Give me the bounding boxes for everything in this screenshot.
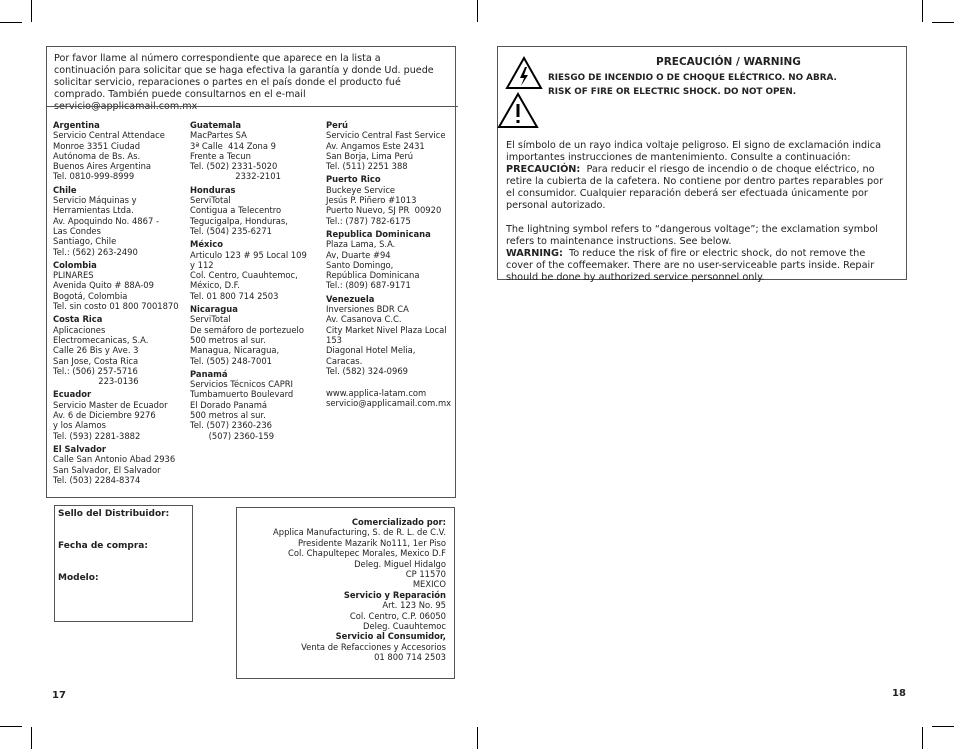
address-line: Caracas.	[326, 355, 363, 366]
address-line: Buenos Aires Argentina	[53, 161, 152, 172]
warning-title: PRECAUCIÓN / WARNING	[656, 56, 801, 68]
address-line: Tumbamuerto Boulevard	[190, 389, 294, 400]
address-line: Tel. (504) 235-6271	[190, 225, 272, 236]
crop-mark	[922, 0, 923, 22]
country-block	[190, 304, 320, 366]
address-line: 223-0136	[53, 376, 139, 387]
address-line: Tel. (593) 2281-3882	[53, 430, 141, 441]
email-link[interactable]: servicio@applicamail.com.mx	[326, 398, 452, 409]
address-line: y los Alamos	[53, 420, 106, 431]
country-block	[53, 185, 188, 257]
marketer-line: MEXICO	[412, 579, 446, 590]
country-column-3	[326, 120, 456, 409]
marketer-line: Applica Manufacturing, S. de R. L. de C.V.	[273, 527, 446, 538]
address-line: México, D.F.	[190, 280, 240, 291]
country-column-1	[53, 120, 188, 488]
address-line: 153	[326, 334, 342, 345]
country-name: Perú	[326, 120, 348, 130]
address-line: y 112	[190, 259, 214, 270]
country-name: México	[190, 239, 224, 250]
crop-mark	[932, 726, 954, 727]
country-block	[53, 120, 188, 182]
country-block	[53, 444, 188, 485]
address-line: Av. Angamos Este 2431	[326, 140, 425, 151]
address-line: Tel. sin costo 01 800 7001870	[53, 301, 179, 312]
address-line: Herramientas Ltda.	[53, 205, 134, 216]
address-line: Inversiones BDR CA	[326, 304, 409, 315]
address-line: Tel.: (809) 687-9171	[326, 280, 411, 291]
address-line: City Market Nivel Plaza Local	[326, 324, 447, 335]
warning-line-en: RISK OF FIRE OR ELECTRIC SHOCK. DO NOT OPEN.	[548, 87, 797, 97]
country-name: Republica Dominicana	[326, 228, 431, 239]
country-block	[326, 294, 456, 376]
crop-mark	[31, 727, 32, 749]
country-block	[326, 120, 456, 171]
contact-web	[326, 388, 456, 409]
country-name: Panamá	[190, 368, 228, 379]
address-line: Monroe 3351 Ciudad	[53, 140, 141, 151]
website-link[interactable]: www.applica-latam.com	[326, 388, 427, 399]
address-line: Servicio Central Fast Service	[326, 130, 446, 141]
country-name: Ecuador	[53, 389, 92, 400]
crop-mark	[477, 727, 478, 749]
purchase-date-label: Fecha de compra:	[58, 541, 148, 551]
marketer-line: CP 11570	[405, 569, 446, 580]
address-line: Tel. 01 800 714 2503	[190, 290, 279, 301]
country-name: Chile	[53, 184, 77, 195]
address-line: Avenida Quito # 88A-09	[53, 280, 154, 291]
address-line: Av. 6 de Diciembre 9276	[53, 410, 156, 421]
marketer-line: Venta de Refacciones y Accesorios	[301, 641, 446, 652]
marketer-info	[273, 517, 446, 663]
warning-line-es: RIESGO DE INCENDIO O DE CHOQUE ELÉCTRICO. NO ABRA.	[548, 73, 837, 83]
address-line: MacPartes SA	[190, 130, 247, 141]
address-line: 2332-2101	[190, 171, 281, 182]
address-line: Tel. 0810-999-8999	[53, 171, 135, 182]
address-line: Plaza Lama, S.A.	[326, 239, 396, 250]
address-line: Diagonal Hotel Melia,	[326, 345, 416, 356]
lightning-warning-icon	[505, 56, 543, 90]
crop-mark	[477, 0, 478, 22]
precaucion-label: PRECAUCIÓN:	[506, 164, 581, 175]
country-block	[190, 185, 320, 236]
country-name: Guatemala	[190, 120, 242, 130]
address-line: Col. Centro, Cuauhtemoc,	[190, 270, 298, 281]
address-line: 500 metros al sur.	[190, 334, 266, 345]
marketer-line: Art. 123 No. 95	[382, 600, 446, 611]
address-line: Tel.: (787) 782-6175	[326, 215, 411, 226]
address-line: Tel. (507) 2360-236	[190, 420, 272, 431]
address-line: Buckeye Service	[326, 184, 396, 195]
address-line: Tel. (582) 324-0969	[326, 365, 408, 376]
address-line: Tel. (505) 248-7001	[190, 355, 272, 366]
crop-mark	[0, 22, 22, 23]
address-line: República Dominicana	[326, 270, 420, 281]
address-line: Tel. (503) 2284-8374	[53, 474, 141, 485]
country-name: El Salvador	[53, 443, 107, 454]
address-line: Tel.: (562) 263-2490	[53, 246, 138, 257]
page-number-left: 17	[52, 690, 66, 701]
country-block	[190, 239, 320, 301]
spanish-section	[506, 140, 894, 212]
address-line: Calle 26 Bis y Ave. 3	[53, 345, 139, 356]
address-line: 500 metros al sur.	[190, 410, 266, 421]
address-line: Bogotá, Colombia	[53, 290, 128, 301]
address-line: Servicio Central Attendace	[53, 130, 165, 141]
crop-mark	[932, 22, 954, 23]
country-block	[326, 174, 456, 225]
address-line: San Salvador, El Salvador	[53, 464, 161, 475]
country-column-2	[190, 120, 320, 444]
country-name: Nicaragua	[190, 304, 238, 315]
address-line: (507) 2360-159	[190, 430, 275, 441]
address-line: Frente a Tecun	[190, 150, 251, 161]
warning-text: To reduce the risk of fire or electric shock, do not remove the cover of the coffeemaker. There are no user-serviceable parts inside. Repair should be done by authorized service personnel only.	[506, 248, 875, 283]
address-line: Servicio Master de Ecuador	[53, 399, 168, 410]
address-line: Servicios Técnicos CAPRI	[190, 379, 294, 390]
address-line: Aplicaciones	[53, 324, 106, 335]
address-line: Autónoma de Bs. As.	[53, 150, 141, 161]
warning-body	[506, 140, 894, 296]
marketer-line: Col. Chapultepec Morales, Mexico D.F	[288, 548, 446, 559]
address-line: Las Condes	[53, 225, 101, 236]
country-name: Puerto Rico	[326, 174, 381, 185]
marketer-line: 01 800 714 2503	[374, 652, 446, 663]
precaucion-text: Para reducir el riesgo de incendio o de choque eléctrico, no retire la cubierta de la cafetera. No contiene por dentro partes reparables por el consumidor. Cualquier reparación deberá ser efectuada únicamente por personal autorizado.	[506, 164, 884, 211]
country-name: Honduras	[190, 184, 236, 195]
address-line: PLINARES	[53, 270, 94, 281]
address-line: Jesús P. Piñero #1013	[326, 195, 417, 206]
warning-label: WARNING:	[506, 248, 563, 259]
address-line: Santiago, Chile	[53, 236, 117, 247]
address-line: Av, Duarte #94	[326, 249, 391, 260]
country-name: Colombia	[53, 259, 97, 270]
exclamation-warning-icon	[497, 92, 539, 129]
address-line: Articulo 123 # 95 Local 109	[190, 249, 307, 260]
address-line: San Jose, Costa Rica	[53, 355, 139, 366]
address-line: Contigua a Telecentro	[190, 205, 282, 216]
crop-mark	[31, 0, 32, 22]
english-symbols-text: The lightning symbol refers to “dangerous voltage”; the exclamation symbol refers to maintenance instructions. See below.	[506, 224, 878, 247]
address-line: ServiTotal	[190, 314, 231, 325]
address-line: El Dorado Panamá	[190, 399, 268, 410]
marketer-line: Deleg. Miguel Hidalgo	[354, 558, 446, 569]
country-name: Argentina	[53, 120, 100, 130]
marketer-line: Deleg. Cuauhtemoc	[363, 621, 446, 632]
address-line: Calle San Antonio Abad 2936	[53, 454, 176, 465]
address-line: Av. Casanova C.C.	[326, 314, 402, 325]
marketer-line: Comercializado por:	[351, 517, 446, 527]
english-section	[506, 224, 894, 284]
address-line: Servicio Máquinas y	[53, 195, 137, 206]
page-number-right: 18	[892, 688, 906, 699]
distributor-seal-label: Sello del Distribuidor:	[58, 509, 170, 519]
crop-mark	[922, 727, 923, 749]
model-label: Modelo:	[58, 573, 99, 583]
address-line: Av. Apoquindo No. 4867 -	[53, 215, 159, 226]
marketer-line: Servicio y Reparación	[343, 589, 446, 600]
country-block	[53, 389, 188, 440]
marketer-line: Presidente Mazarik No111, 1er Piso	[297, 537, 446, 548]
country-name: Costa Rica	[53, 314, 103, 325]
address-line: De semáforo de portezuelo	[190, 324, 304, 335]
address-line: Tel. (511) 2251 388	[326, 161, 408, 172]
country-name: Venezuela	[326, 293, 375, 304]
marketer-line: Col. Centro, C.P. 06050	[349, 610, 446, 621]
country-block	[53, 260, 188, 311]
country-block	[326, 229, 456, 291]
crop-mark	[0, 726, 22, 727]
marketer-line: Servicio al Consumidor,	[335, 631, 446, 642]
intro-paragraph: Por favor llame al número correspondiente que aparece en la lista a continuación para solicitar que se haga efectiva la garantía y donde Ud. puede solicitar servicio, reparaciones o partes en el país donde el producto fué comprado. También puede consultarnos en el e-mail	[54, 53, 434, 100]
address-line: Electromecanicas, S.A.	[53, 334, 149, 345]
country-block	[190, 369, 320, 441]
address-line: ServiTotal	[190, 195, 231, 206]
country-block	[190, 120, 320, 182]
divider	[46, 106, 458, 107]
country-block	[53, 314, 188, 386]
address-line: Tegucigalpa, Honduras,	[190, 215, 288, 226]
address-line: 3ª Calle 414 Zona 9	[190, 140, 276, 151]
address-line: Managua, Nicaragua,	[190, 345, 280, 356]
address-line: Puerto Nuevo, SJ PR 00920	[326, 205, 442, 216]
address-line: Tel. (502) 2331-5020	[190, 161, 278, 172]
spanish-symbols-text: El símbolo de un rayo indica voltaje peligroso. El signo de exclamación indica importantes instrucciones de mantenimiento. Consulte a continuación:	[506, 140, 882, 163]
address-line: Tel.: (506) 257-5716	[53, 365, 138, 376]
distributor-box	[54, 505, 193, 622]
address-line: San Borja, Lima Perú	[326, 150, 414, 161]
address-line: Santo Domingo,	[326, 259, 394, 270]
